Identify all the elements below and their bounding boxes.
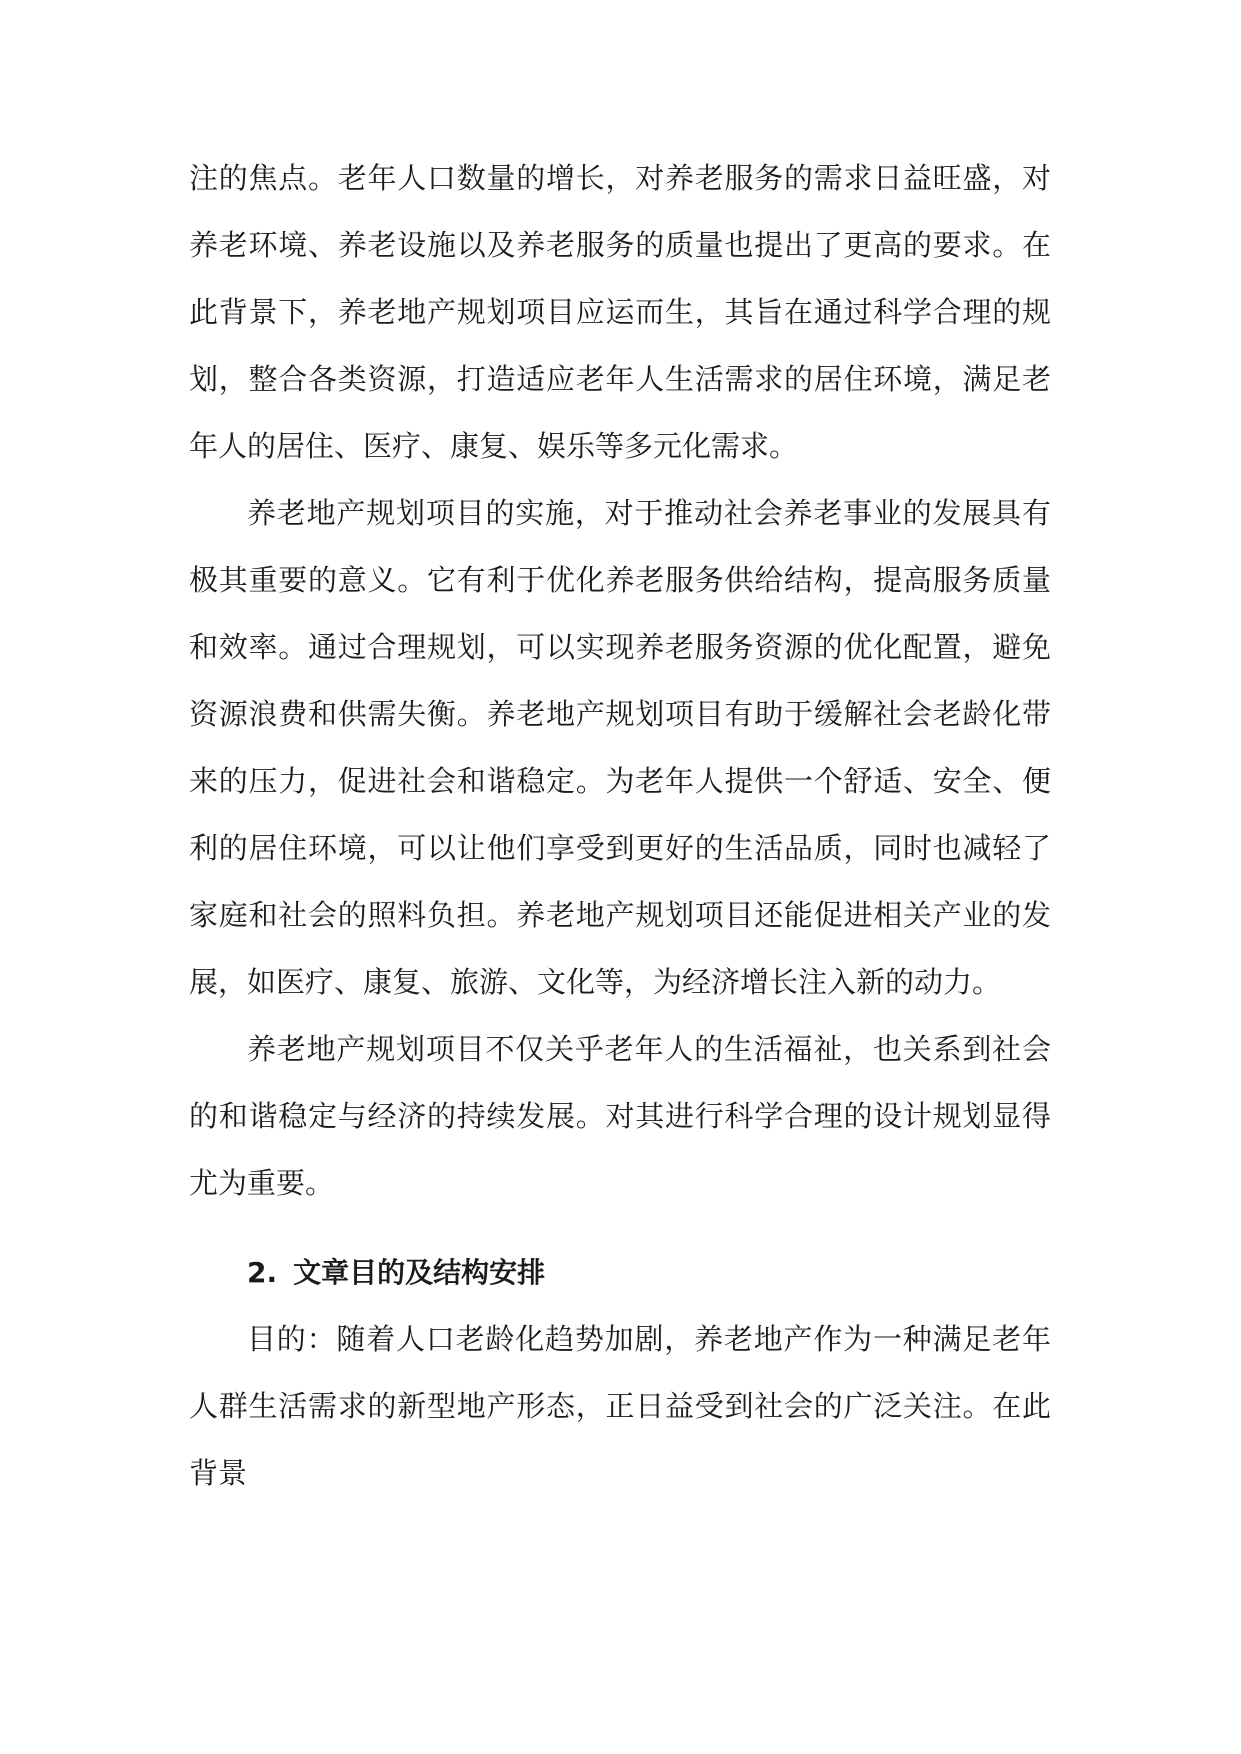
section-heading: [189, 1239, 1051, 1306]
paragraph-continuation: 注的焦点。老年人口数量的增长，对养老服务的需求日益旺盛，对养老环境、养老设施以及养老服务的质量也提出了更高的要求。在此背景下，养老地产规划项目应运而生，其旨在通过科学合理的规划，整合各类资源，打造适应老年人生活需求的居住环境，满足老年人的居住、医疗、康复、娱乐等多元化需求。: [189, 161, 1051, 463]
section-title: 文章目的及结构安排: [293, 1256, 546, 1289]
paragraph-conclusion: 养老地产规划项目不仅关乎老年人的生活福祉，也关系到社会的和谐稳定与经济的持续发展。对其进行科学合理的设计规划显得尤为重要。: [189, 1032, 1051, 1200]
paragraph-purpose: 目的：随着人口老龄化趋势加剧，养老地产作为一种满足老年人群生活需求的新型地产形态，正日益受到社会的广泛关注。在此背景: [189, 1322, 1051, 1490]
paragraph-significance: 养老地产规划项目的实施，对于推动社会养老事业的发展具有极其重要的意义。它有利于优化养老服务供给结构，提高服务质量和效率。通过合理规划，可以实现养老服务资源的优化配置，避免资源浪费和供需失衡。养老地产规划项目有助于缓解社会老龄化带来的压力，促进社会和谐稳定。为老年人提供一个舒适、安全、便利的居住环境，可以让他们享受到更好的生活品质，同时也减轻了家庭和社会的照料负担。养老地产规划项目还能促进相关产业的发展，如医疗、康复、旅游、文化等，为经济增长注入新的动力。: [189, 496, 1051, 999]
section-number: 2.: [247, 1256, 278, 1289]
document-body: [189, 145, 1051, 1507]
